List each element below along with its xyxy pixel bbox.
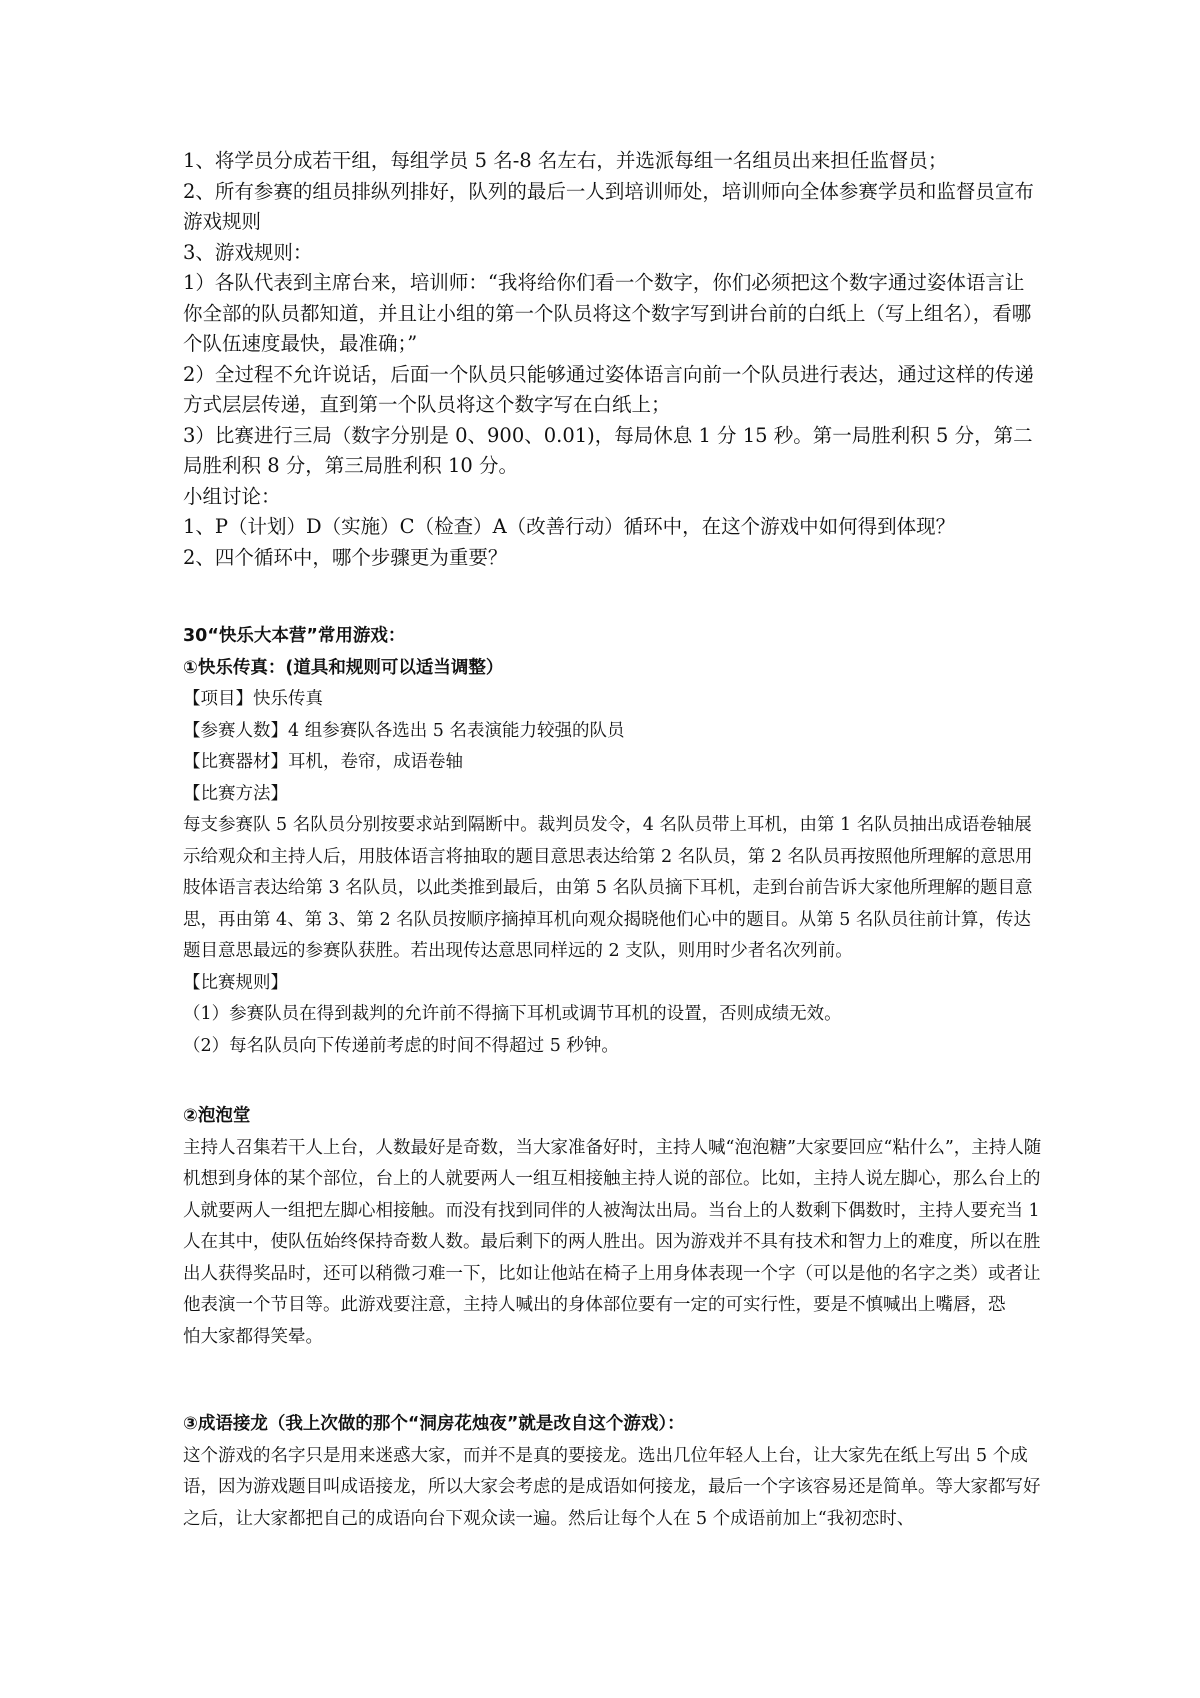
paragraph: 2、所有参赛的组员排纵列排好，队列的最后一人到培训师处，培训师向全体参赛学员和监督员宣布游戏规则 — [183, 179, 1034, 233]
game-description-tail: 怕大家都得笑晕。 — [183, 1326, 323, 1347]
item-project: 【项目】快乐传真 — [183, 689, 323, 709]
game-title: ②泡泡堂 — [183, 1106, 251, 1126]
bubble-game-section — [183, 1101, 1043, 1353]
method-paragraph: 每支参赛队 5 名队员分别按要求站到隔断中。裁判员发令，4 名队员带上耳机，由第 1 名队员抽出成语卷轴展示给观众和主持人后，用肢体语言将抽取的题目意思表达给第 2 名队员，第 2 名队员再按照他所理解的意思用肢体语言表达给第 3 名队员，以此类推到最后，由第 5 名队员摘下耳机，走到台前告诉大家他所理解的题目意思，再由第 4、第 3、第 2 名队员按顺序摘掉耳机向观众揭晓他们心中的题目。从第 5 名队员往前计算，传达题目意思最远的参赛队获胜。若出现传达意思同样远的 2 支队，则用时少者名次列前。 — [183, 815, 1033, 961]
idiom-game-section — [183, 1409, 1043, 1535]
game-description: 这个游戏的名字只是用来迷惑大家，而并不是真的要接龙。选出几位年轻人上台，让大家先在纸上写出 5 个成语，因为游戏题目叫成语接龙，所以大家会考虑的是成语如何接龙，最后一个字该容易还是简单。等大家都写好之后，让大家都把自己的成语向台下观众读一遍。然后让每个人在 5 个成语前加上“我初恋时、 — [183, 1445, 1041, 1529]
game-title: ③成语接龙（我上次做的那个“洞房花烛夜”就是改自这个游戏）： — [183, 1414, 685, 1434]
item-method-label: 【比赛方法】 — [183, 783, 288, 804]
paragraph: 1）各队代表到主席台来，培训师：“我将给你们看一个数字，你们必须把这个数字通过姿体语言让你全部的队员都知道，并且让小组的第一个队员将这个数字写到讲台前的白纸上（写上组名），看哪个队伍速度最快，最准确；” — [183, 271, 1032, 355]
game-title: ①快乐传真：(道具和规则可以适当调整） — [183, 657, 504, 678]
section-heading: 30“快乐大本营”常用游戏： — [183, 626, 406, 646]
paragraph: 2）全过程不允许说话，后面一个队员只能够通过姿体语言向前一个队员进行表达，通过这样的传递方式层层传递，直到第一个队员将这个数字写在白纸上； — [183, 362, 1034, 416]
item-participants: 【参赛人数】4 组参赛队各选出 5 名表演能力较强的队员 — [183, 720, 625, 741]
paragraph: 2、四个循环中，哪个步骤更为重要？ — [183, 545, 508, 569]
paragraph: 1、将学员分成若干组，每组学员 5 名-8 名左右，并选派每组一名组员出来担任监督员； — [183, 149, 948, 172]
item-rules-label: 【比赛规则】 — [183, 972, 288, 993]
happy-fax-section — [183, 621, 1043, 1062]
paragraph: 小组讨论： — [183, 484, 281, 508]
rule-item: （2）每名队员向下传递前考虑的时间不得超过 5 秒钟。 — [183, 1035, 619, 1056]
paragraph: 1、P（计划）D（实施）C（检查）A（改善行动）循环中，在这个游戏中如何得到体现？ — [183, 515, 956, 538]
pdca-game-section — [183, 146, 1043, 573]
paragraph: 3）比赛进行三局（数字分别是 0、900、0.01)，每局休息 1 分 15 秒。第一局胜利积 5 分，第二局胜利积 8 分，第三局胜利积 10 分。 — [183, 423, 1033, 477]
game-description: 主持人召集若干人上台，人数最好是奇数，当大家准备好时，主持人喊“泡泡糖”大家要回应“粘什么”，主持人随机想到身体的某个部位，台上的人就要两人一组互相接触主持人说的部位。比如，主持人说左脚心，那么台上的人就要两人一组把左脚心相接触。而没有找到同伴的人被淘汰出局。当台上的人数剩下偶数时，主持人要充当 1 人在其中，使队伍始终保持奇数人数。最后剩下的两人胜出。因为游戏并不具有技术和智力上的难度，所以在胜出人获得奖品时，还可以稍微刁难一下，比如让他站在椅子上用身体表现一个字（可以是他的名字之类）或者让他表演一个节目等。此游戏要注意，主持人喊出的身体部位要有一定的可实行性，要是不慎喊出上嘴唇，恐 — [183, 1137, 1042, 1315]
rule-item: （1）参赛队员在得到裁判的允许前不得摘下耳机或调节耳机的设置，否则成绩无效。 — [183, 1004, 842, 1024]
item-equipment: 【比赛器材】耳机，卷帘，成语卷轴 — [183, 752, 463, 772]
paragraph: 3、游戏规则： — [183, 240, 313, 264]
